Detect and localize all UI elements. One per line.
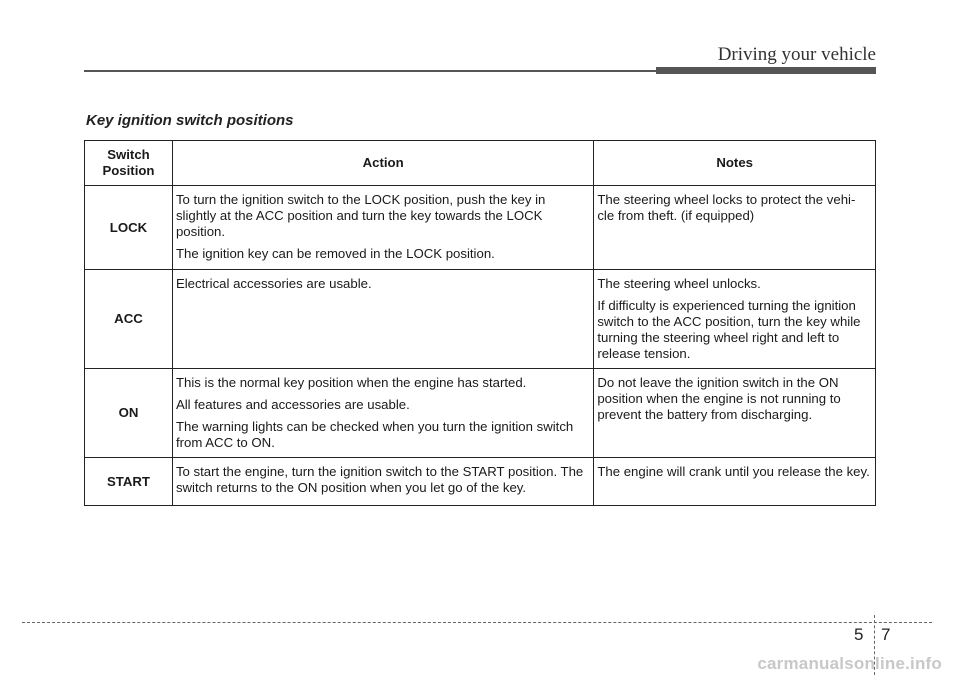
action-text: The warning lights can be checked when you turn the ignition switch from ACC to ON. [175,419,574,450]
notes-cell [594,458,876,506]
header-rule-thin [84,70,656,72]
header-notes: Notes [594,141,876,186]
header-switch-position-line2: Position [102,163,155,178]
action-text: All features and accessories are usable. [175,397,410,412]
action-cell [172,369,593,458]
header-action: Action [172,141,593,186]
table-row [85,458,876,506]
notes-text: The engine will crank until you release the key. [597,464,870,479]
footer-dashed-rule [22,622,932,623]
table-row [85,369,876,458]
position-cell: ACC [85,270,173,369]
position-cell: START [85,458,173,506]
notes-text: The steering wheel locks to protect the vehi-cle from theft. (if equipped) [597,192,856,223]
table-row [85,270,876,369]
notes-cell [594,186,876,270]
page-number: 7 [881,625,891,644]
notes-cell [594,369,876,458]
chapter-number: 5 [854,625,864,644]
watermark: carmanualsonline.info [757,654,942,673]
action-text: To start the engine, turn the ignition switch to the START position. The switch returns to the ON position when you let go of the key. [175,464,584,495]
running-header: Driving your vehicle [717,44,876,65]
action-cell [172,186,593,270]
table-header-row [85,141,876,186]
position-cell: ON [85,369,173,458]
action-text: Electrical accessories are usable. [175,276,372,291]
notes-text: If difficulty is experienced turning the ignition switch to the ACC position, turn the key while turning the steering wheel right and left to release tension. [597,298,861,361]
action-text: This is the normal key position when the engine has started. [175,375,527,390]
action-text: The ignition key can be removed in the LOCK position. [175,246,495,261]
action-cell [172,270,593,369]
notes-text: The steering wheel unlocks. [597,276,761,291]
table-row [85,186,876,270]
header-switch-position-line1: Switch [107,147,150,162]
action-cell [172,458,593,506]
ignition-positions-table [84,140,876,506]
header-rule-thick [656,67,876,74]
action-text: To turn the ignition switch to the LOCK position, push the key in slightly at the ACC position and turn the key towards the LOCK position. [175,192,546,239]
section-title: Key ignition switch positions [86,112,294,129]
notes-cell [594,270,876,369]
header-switch-position [85,141,173,186]
notes-text: Do not leave the ignition switch in the ON position when the engine is not running to prevent the battery from discharging. [597,375,841,422]
position-cell: LOCK [85,186,173,270]
